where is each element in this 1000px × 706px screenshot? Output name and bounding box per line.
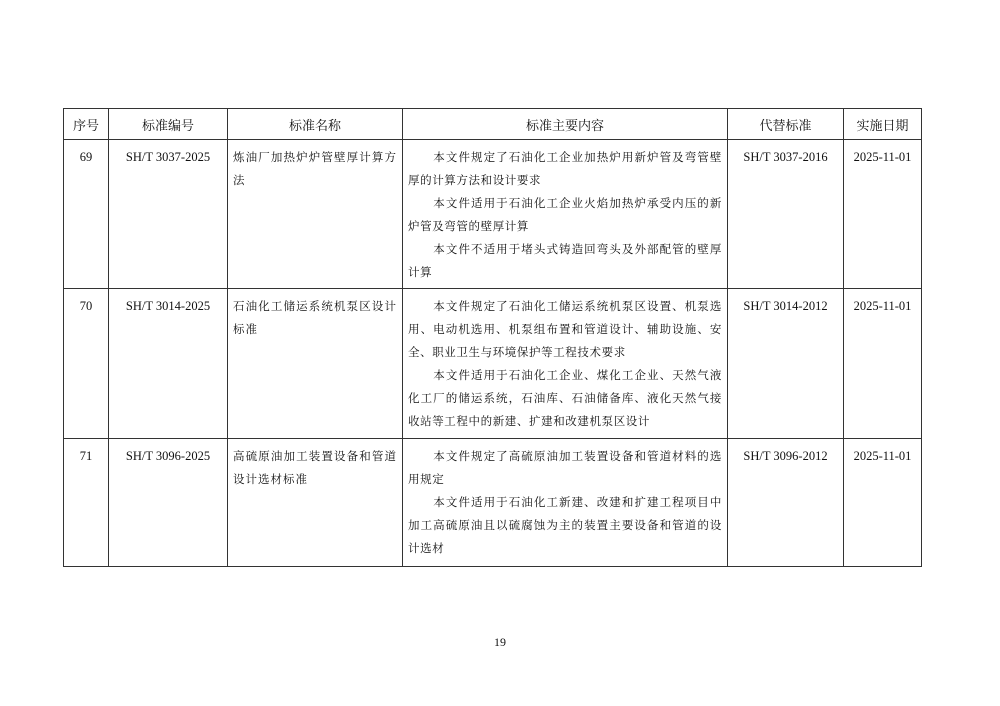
row-replaces: SH/T 3014-2012 (728, 289, 844, 439)
row-content (403, 289, 728, 439)
standards-table (63, 108, 922, 567)
content-paragraph: 本文件适用于石油化工企业火焰加热炉承受内压的新炉管及弯管的壁厚计算 (408, 196, 722, 233)
row-date: 2025-11-01 (844, 289, 922, 439)
header-replaces: 代替标准 (728, 109, 844, 140)
content-paragraph: 本文件规定了高硫原油加工装置设备和管道材料的选用规定 (408, 449, 722, 486)
row-no: 70 (64, 289, 109, 439)
table-row (64, 439, 922, 567)
row-code: SH/T 3014-2025 (109, 289, 228, 439)
table-row (64, 289, 922, 439)
row-name: 高硫原油加工装置设备和管道设计选材标准 (228, 439, 403, 567)
row-name: 石油化工储运系统机泵区设计标准 (228, 289, 403, 439)
header-content: 标准主要内容 (403, 109, 728, 140)
header-no: 序号 (64, 109, 109, 140)
row-name: 炼油厂加热炉炉管壁厚计算方法 (228, 140, 403, 289)
content-paragraph: 本文件不适用于堵头式铸造回弯头及外部配管的壁厚计算 (408, 242, 722, 279)
row-content (403, 140, 728, 289)
row-no: 69 (64, 140, 109, 289)
row-content (403, 439, 728, 567)
row-replaces: SH/T 3037-2016 (728, 140, 844, 289)
row-code: SH/T 3037-2025 (109, 140, 228, 289)
row-replaces: SH/T 3096-2012 (728, 439, 844, 567)
header-name: 标准名称 (228, 109, 403, 140)
table-header-row (64, 109, 922, 140)
row-date: 2025-11-01 (844, 140, 922, 289)
content-paragraph: 本文件规定了石油化工企业加热炉用新炉管及弯管壁厚的计算方法和设计要求 (408, 150, 722, 187)
row-date: 2025-11-01 (844, 439, 922, 567)
table-row (64, 140, 922, 289)
row-no: 71 (64, 439, 109, 567)
content-paragraph: 本文件规定了石油化工储运系统机泵区设置、机泵选用、电动机选用、机泵组布置和管道设计、辅助设施、安全、职业卫生与环境保护等工程技术要求 (408, 299, 722, 359)
page-number: 19 (494, 635, 506, 649)
row-code: SH/T 3096-2025 (109, 439, 228, 567)
content-paragraph: 本文件适用于石油化工企业、煤化工企业、天然气液化工厂的储运系统，石油库、石油储备库、液化天然气接收站等工程中的新建、扩建和改建机泵区设计 (408, 368, 722, 428)
header-date: 实施日期 (844, 109, 922, 140)
content-paragraph: 本文件适用于石油化工新建、改建和扩建工程项目中加工高硫原油且以硫腐蚀为主的装置主要设备和管道的设计选材 (408, 495, 722, 555)
header-code: 标准编号 (109, 109, 228, 140)
